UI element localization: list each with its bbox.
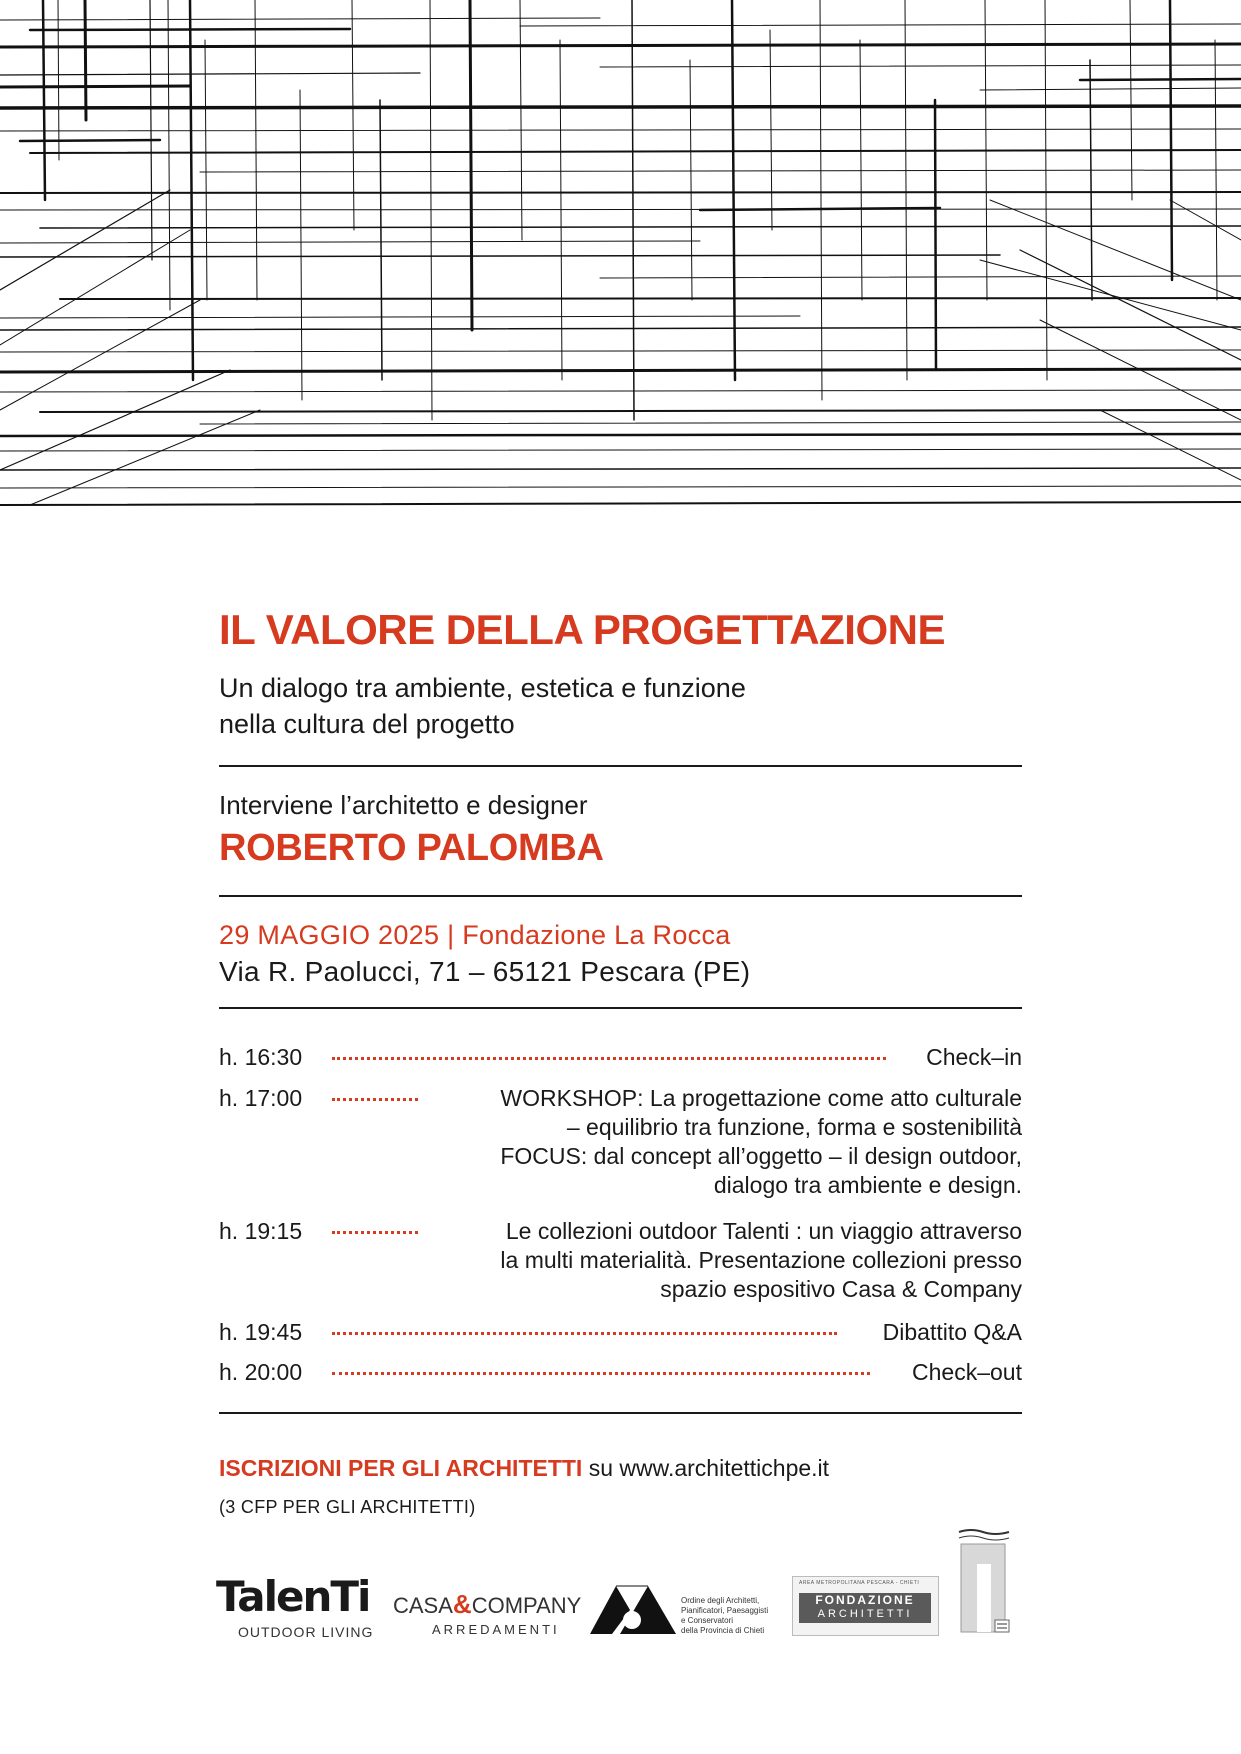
schedule-line: spazio espositivo Casa & Company	[660, 1276, 1022, 1302]
schedule-description	[912, 1358, 1022, 1387]
company-word: COMPANY	[471, 1593, 582, 1618]
schedule-item	[219, 1217, 1022, 1304]
schedule-line: Check–out	[912, 1359, 1022, 1385]
schedule-time: h. 20:00	[219, 1359, 303, 1385]
schedule-time: h. 16:30	[219, 1044, 303, 1070]
registration-label: ISCRIZIONI PER GLI ARCHITETTI	[219, 1455, 583, 1481]
divider	[219, 895, 1022, 897]
schedule-line: FOCUS: dal concept all’oggetto – il design outdoor,	[500, 1143, 1022, 1169]
dotted-leader	[332, 1332, 837, 1335]
talenti-logo: TalenTi	[216, 1572, 370, 1621]
dotted-leader	[332, 1231, 418, 1234]
talenti-tagline: OUTDOOR LIVING	[238, 1624, 374, 1640]
event-date-venue: 29 MAGGIO 2025 | Fondazione La Rocca	[219, 920, 731, 950]
schedule-line: WORKSHOP: La progettazione come atto culturale	[500, 1085, 1022, 1111]
schedule-description	[500, 1084, 1022, 1200]
speaker-intro: Interviene l’architetto e designer	[219, 790, 588, 820]
ampersand-mark: &	[452, 1589, 472, 1619]
schedule-item	[219, 1358, 1022, 1387]
schedule-time: h. 19:15	[219, 1218, 303, 1244]
ordine-architetti-emblem-icon	[590, 1576, 676, 1636]
schedule-description	[926, 1043, 1022, 1072]
registration-info	[219, 1455, 829, 1482]
schedule-time: h. 19:45	[219, 1319, 303, 1345]
casa-company-tagline: ARREDAMENTI	[432, 1622, 560, 1637]
schedule-line: Dibattito Q&A	[882, 1319, 1022, 1345]
event-title: IL VALORE DELLA PROGETTAZIONE	[219, 606, 945, 653]
divider	[219, 1412, 1022, 1414]
event-address: Via R. Paolucci, 71 – 65121 Pescara (PE)	[219, 956, 751, 987]
dotted-leader	[332, 1372, 870, 1375]
casa-company-logo	[393, 1589, 581, 1620]
divider	[219, 765, 1022, 767]
schedule-description	[883, 1318, 1022, 1347]
schedule-line: dialogo tra ambiente e design.	[713, 1172, 1022, 1198]
schedule-item	[219, 1084, 1022, 1200]
architectural-sketch	[0, 0, 1241, 515]
ordine-architetti-text: Ordine degli Architetti, Pianificatori, Paesaggisti e Conservatori della Provincia di Chieti	[681, 1596, 769, 1635]
schedule-line: la multi materialità. Presentazione collezioni presso	[500, 1247, 1022, 1273]
schedule-description	[500, 1217, 1022, 1304]
schedule-line: Check–in	[926, 1044, 1022, 1070]
dotted-leader	[332, 1098, 418, 1101]
cfp-note: (3 CFP PER GLI ARCHITETTI)	[219, 1497, 476, 1517]
divider	[219, 1007, 1022, 1009]
fondazione-architetti-logo: AREA METROPOLITANA PESCARA - CHIETI FONDAZIONE ARCHITETTI	[792, 1576, 939, 1636]
fondazione-la-rocca-logo	[957, 1526, 1013, 1634]
schedule-line: – equilibrio tra funzione, forma e sostenibilità	[566, 1114, 1022, 1140]
registration-link[interactable]: su www.architettichpe.it	[582, 1455, 830, 1481]
casa-word: CASA	[393, 1593, 453, 1618]
subtitle-line-2: nella cultura del progetto	[219, 709, 515, 739]
speaker-name: ROBERTO PALOMBA	[219, 827, 604, 869]
event-subtitle	[219, 670, 746, 742]
schedule-item	[219, 1043, 1022, 1072]
schedule-time: h. 17:00	[219, 1085, 303, 1111]
schedule-line: Le collezioni outdoor Talenti : un viaggio attraverso	[505, 1218, 1022, 1244]
subtitle-line-1: Un dialogo tra ambiente, estetica e funzione	[219, 673, 746, 703]
schedule-item	[219, 1318, 1022, 1347]
hero-illustration	[0, 0, 1241, 515]
dotted-leader	[332, 1057, 886, 1060]
